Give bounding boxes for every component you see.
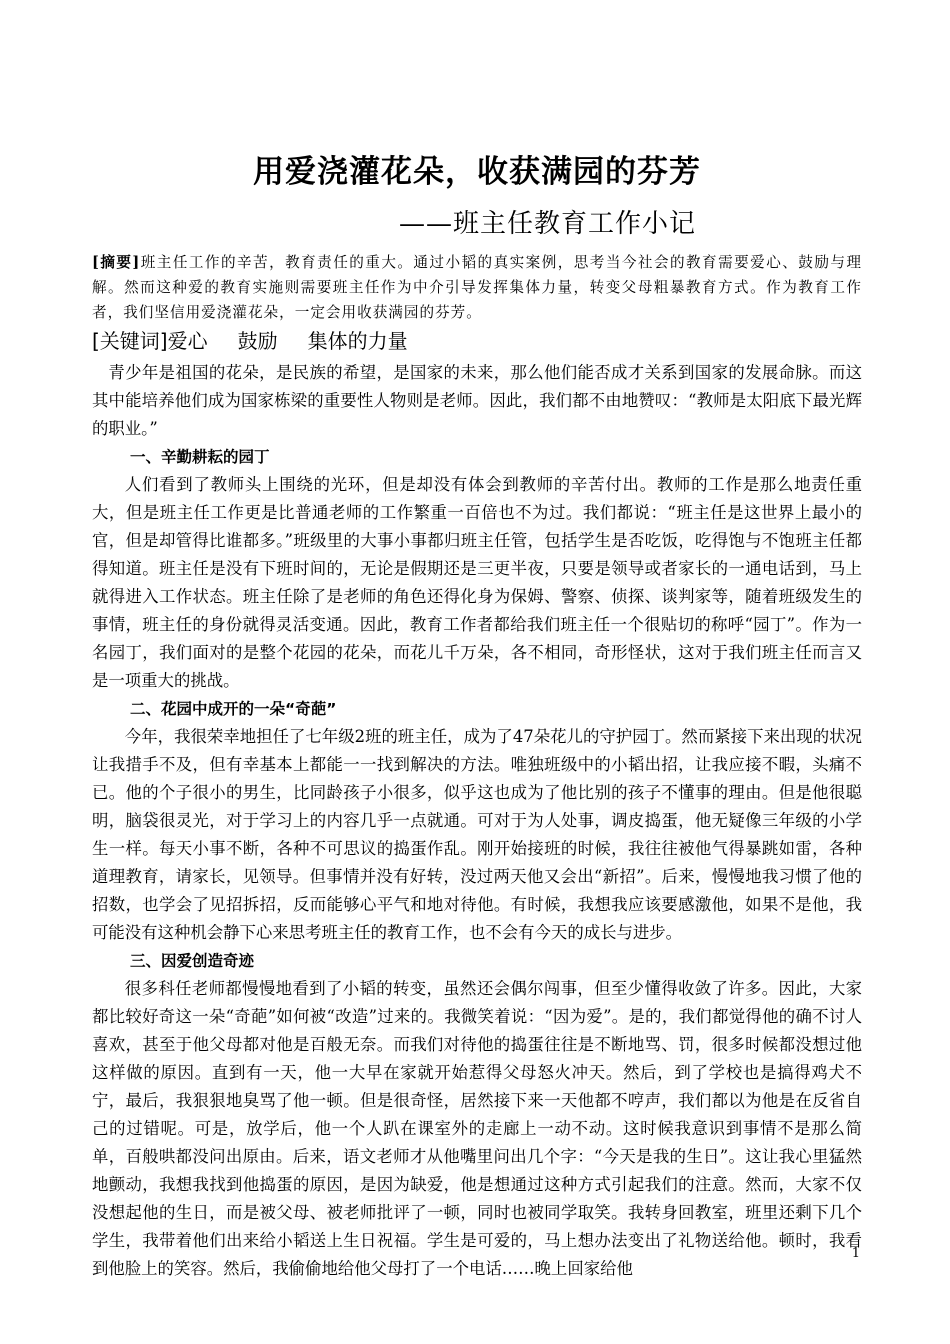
document-body bbox=[92, 150, 862, 1283]
abstract-label: [摘要] bbox=[92, 254, 141, 271]
section-heading: 三、因爱创造奇迹 bbox=[130, 952, 255, 970]
keywords bbox=[92, 325, 862, 357]
section-heading: 二、花园中成开的一朵“奇葩” bbox=[130, 700, 337, 718]
section-paragraph: 今年，我很荣幸地担任了七年级2班的班主任，成为了47朵花儿的守护园丁。然而紧接下来出现的状况让我措手不及，但有幸基本上都能一一找到解决的方法。唯独班级中的小韬出招，让我应接不暇，头痛不已。他的个子很小的男生，比同龄孩子小很多，似乎这也成为了他比别的孩子不懂事的理由。但是他很聪明，脑袋很灵光，对于学习上的内容几乎一点就通。可对于为人处事，调皮捣蛋，他无疑像三年级的小学生一样。每天小事不断，各种不可思议的捣蛋作乱。刚开始接班的时候，我往往被他气得暴跳如雷，各种道理教育，请家长，见领导。但事情并没有好转，没过两天他又会出“新招”。后来，慢慢地我习惯了他的招数，也学会了见招拆招，反而能够心平气和地对待他。有时候，我想我应该要感激他，如果不是他，我可能没有这种机会静下心来思考班主任的教育工作，也不会有今天的成长与进步。 bbox=[92, 727, 862, 942]
abstract bbox=[92, 250, 862, 325]
document-subtitle: ——班主任教育工作小记 bbox=[399, 209, 697, 239]
keyword: 鼓励 bbox=[237, 329, 278, 353]
keyword: 集体的力量 bbox=[307, 329, 408, 353]
page-number: 1 bbox=[851, 1246, 860, 1261]
keyword: 爱心 bbox=[167, 329, 208, 353]
intro-paragraph: 青少年是祖国的花朵，是民族的希望，是国家的未来，那么他们能否成才关系到国家的发展命脉。而这其中能培养他们成为国家栋梁的重要性人物则是老师。因此，我们都不由地赞叹：“教师是太阳底下最光辉的职业。” bbox=[92, 363, 862, 438]
section-paragraph: 很多科任老师都慢慢地看到了小韬的转变，虽然还会偶尔闯事，但至少懂得收敛了许多。因此，大家都比较好奇这一朵“奇葩”如何被“改造”过来的。我微笑着说：“因为爱”。是的，我们都觉得他的确不讨人喜欢，甚至于他父母都对他是百般无奈。而我们对待他的捣蛋往往是不断地骂、罚，很多时候都没想过他这样做的原因。直到有一天，他一大早在家就开始惹得父母怒火冲天。然后，到了学校也是搞得鸡犬不宁，最后，我狠狠地臭骂了他一顿。但是很奇怪，居然接下来一天他都不哼声，我们都以为他是在反省自己的过错呢。可是，放学后，他一个人趴在课室外的走廊上一动不动。这时候我意识到事情不是那么简单，百般哄都没问出原由。后来，语文老师才从他嘴里问出几个字：“今天是我的生日”。这让我心里猛然地颤动，我想我找到他捣蛋的原因，是因为缺爱，他是想通过这种方式引起我们的注意。然而，大家不仅没想起他的生日，而是被父母、被老师批评了一顿，同时也被同学取笑。我转身回教室，班里还剩下几个学生，我带着他们出来给小韬送上生日祝福。学生是可爱的，马上想办法变出了礼物送给他。顿时，我看到他脸上的笑容。然后，我偷偷地给他父母打了一个电话……晚上回家给他 bbox=[92, 979, 862, 1278]
section-paragraph: 人们看到了教师头上围绕的光环，但是却没有体会到教师的辛苦付出。教师的工作是那么地责任重大，但是班主任工作更是比普通老师的工作繁重一百倍也不为过。我们都说：“班主任是这世界上最小的官，但是却管得比谁都多。”班级里的大事小事都归班主任管，包括学生是否吃饭，吃得饱与不饱班主任都得知道。班主任是没有下班时间的，无论是假期还是三更半夜，只要是领导或者家长的一通电话到，马上就得进入工作状态。班主任除了是老师的角色还得化身为保姆、警察、侦探、谈判家等，随着班级发生的事情，班主任的身份就得灵活变通。因此，教育工作者都给我们班主任一个很贴切的称呼“园丁”。作为一名园丁，我们面对的是整个花园的花朵，而花儿千万朵，各不相同，奇形怪状，这对于我们班主任而言又是一项重大的挑战。 bbox=[92, 475, 862, 690]
keywords-label: [关键词] bbox=[92, 329, 168, 353]
abstract-text: 班主任工作的辛苦，教育责任的重大。通过小韬的真实案例，思考当今社会的教育需要爱心、鼓励与理解。然而这种爱的教育实施则需要班主任作为中介引导发挥集体力量，转变父母粗暴教育方式。作为教育工作者，我们坚信用爱浇灌花朵，一定会用收获满园的芬芳。 bbox=[92, 254, 862, 321]
section-heading: 一、辛勤耕耘的园丁 bbox=[130, 448, 270, 466]
document-title: 用爱浇灌花朵，收获满园的芬芳 bbox=[253, 154, 701, 190]
